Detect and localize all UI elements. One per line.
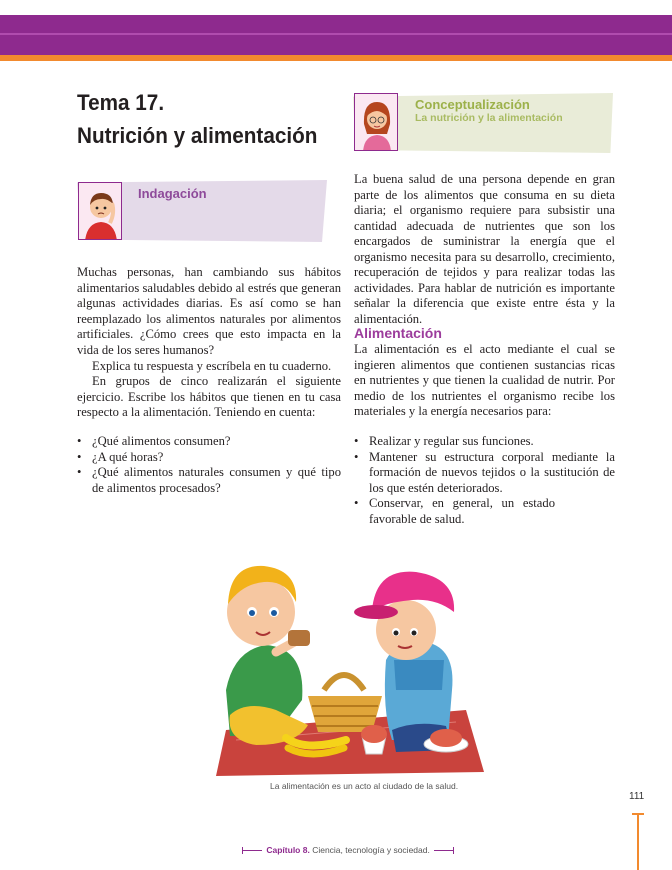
list-item: • ¿Qué alimentos consumen? <box>77 434 341 450</box>
title-line-1: Tema 17. <box>77 90 165 115</box>
alimentacion-paragraph: La alimentación es el acto mediante el cual se ingieren alimentos que contienen sustancias ricas en nutrientes y que tienen la cualidad de nutrir. Por medio de los nutrientes el organismo recibe los materiales y la energía necesarios para: <box>354 342 615 418</box>
girl-teacher-icon <box>354 93 398 151</box>
children-picnic-illustration <box>216 540 486 776</box>
list-item: • Conservar, en general, un estado favorable de salud. <box>354 496 615 527</box>
cupcake <box>361 725 387 754</box>
footer-left-arrow-icon <box>242 850 262 851</box>
conceptualizacion-title: Conceptualización <box>415 97 530 112</box>
footer <box>240 845 456 855</box>
basket <box>308 675 382 732</box>
figure-caption: La alimentación es un acto al ciudado de la salud. <box>270 781 459 791</box>
header-band <box>0 15 672 55</box>
alimentacion-bullet-list <box>354 434 615 527</box>
alimentacion-heading: Alimentación <box>354 325 442 341</box>
footer-chapter: Capítulo 8. <box>266 845 310 855</box>
indagacion-paragraph-3: En grupos de cinco realizarán el siguiente ejercicio. Escribe los hábitos que tienen en tu casa respecto a la alimentación. Teniendo en cuenta: <box>77 374 341 419</box>
title-line-2: Nutrición y alimentación <box>77 123 318 148</box>
indagacion-title: Indagación <box>138 186 207 201</box>
list-item: • ¿A qué horas? <box>77 450 341 466</box>
list-item: • Mantener su estructura corporal mediante la formación de nuevos tejidos o la sustitución de los que estén deteriorados. <box>354 450 615 497</box>
list-item: • ¿Qué alimentos naturales consumen y qué tipo de alimentos procesados? <box>77 465 341 496</box>
boy-left-figure <box>226 566 310 745</box>
page-title <box>77 86 317 152</box>
side-marker-line <box>637 813 639 870</box>
boy-thinking-icon <box>78 182 122 240</box>
indagacion-paragraph-2: Explica tu respuesta y escríbela en tu cuaderno. <box>92 359 332 373</box>
indagacion-bullet-list <box>77 434 341 496</box>
header-orange-stripe <box>0 55 672 61</box>
list-item: • Realizar y regular sus funciones. <box>354 434 615 450</box>
conceptualizacion-subtitle: La nutrición y la alimentación <box>415 112 563 124</box>
footer-text: Ciencia, tecnología y sociedad. <box>309 845 430 855</box>
header-band-line <box>0 33 672 35</box>
footer-right-arrow-icon <box>434 850 454 851</box>
conceptualizacion-paragraph: La buena salud de una persona depende en gran parte de los alimentos que consuma en su dieta diaria; el organismo requiere para subsistir una cantidad adecuada de nutrientes que son los encargados de suministrar la energía que el organismo necesita para su desarrollo, crecimiento, recuperación de tejidos y para realizar todas las actividades. Para hablar de nutrición es importante señalar la diferencia que existe entre ésta y la alimentación. <box>354 172 615 326</box>
indagacion-paragraph-1: Muchas personas, han cambiando sus hábitos alimentarios saludables debido al estrés que generan algunas actividades diarias. Es así como se han reemplazado los alimentos naturales por alimentos artificiales. ¿Cómo crees que esto impacta en la vida de los seres humanos? <box>77 265 341 357</box>
page-number: 111 <box>629 791 645 802</box>
